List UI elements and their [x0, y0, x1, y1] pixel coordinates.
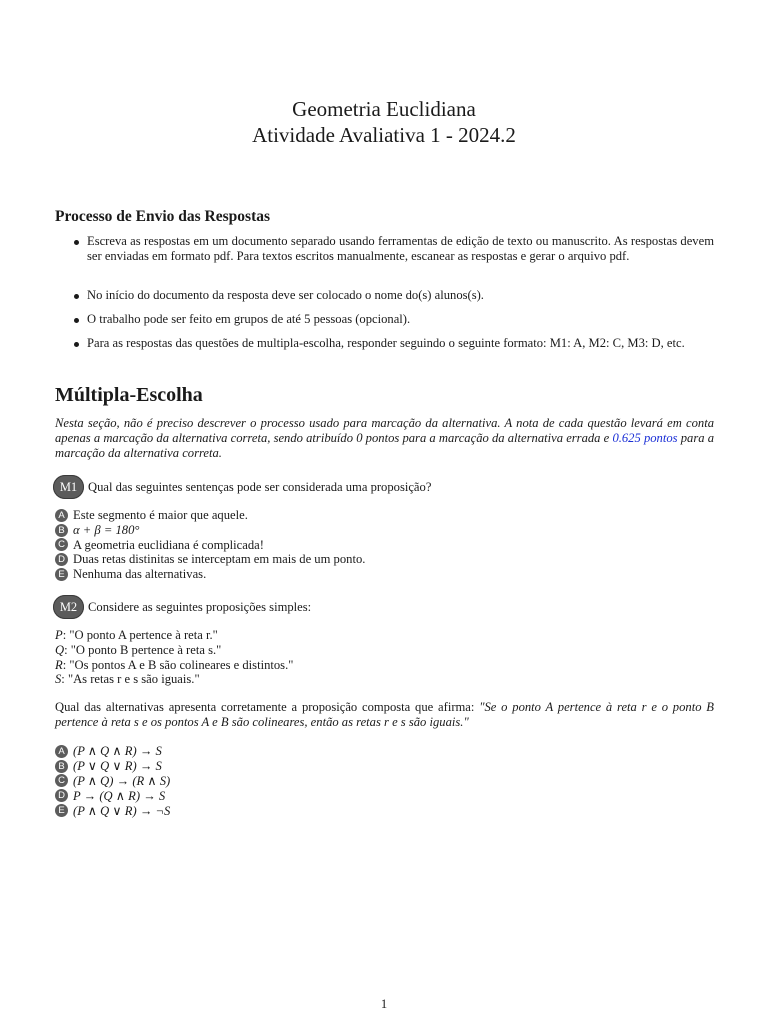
option-letter-badge: E: [55, 568, 68, 581]
propositions-list: [55, 628, 293, 687]
proposition-var: R: [55, 657, 63, 672]
intro-text-end: para a marcação da alternativa correta.: [55, 430, 714, 460]
options-m1: [55, 508, 365, 582]
proposition-text: : "Os pontos A e B são colineares e distintos.": [62, 657, 294, 672]
proposition-p: [55, 628, 293, 643]
proposition-var: S: [55, 672, 62, 687]
option-m1-e: [55, 567, 365, 582]
proposition-r: [55, 658, 293, 673]
option-letter-badge: B: [55, 524, 68, 537]
option-m2-e: [55, 803, 170, 818]
intro-text: Nesta seção, não é preciso descrever o processo usado para marcação da alternativa. A nota de cada questão levará em conta apenas a marcação da alternativa correta, sendo atribuído 0 pontos para a marcação da alternativa errada e: [55, 416, 714, 445]
option-m1-a: [55, 508, 365, 523]
option-text: (P ∧ Q ∧ R) → S: [73, 744, 162, 759]
question-badge-m1: M1: [53, 475, 84, 499]
bullet-icon: [74, 294, 79, 299]
option-m2-c: [55, 774, 170, 789]
section-intro: [55, 416, 714, 460]
option-m2-a: [55, 744, 170, 759]
option-text: Nenhuma das alternativas.: [73, 567, 207, 582]
option-letter-badge: C: [55, 774, 68, 787]
bullet-text: Para as respostas das questões de multipla-escolha, responder seguindo o seguinte formato: M1: A, M2: C, M3: D, etc.: [87, 336, 685, 350]
option-text: A geometria euclidiana é complicada!: [73, 537, 264, 552]
option-letter-badge: C: [55, 538, 68, 551]
proposition-var: P: [55, 628, 63, 642]
question-m1: [53, 474, 431, 500]
option-letter-badge: A: [55, 745, 68, 758]
bullet-text: Escreva as respostas em um documento separado usando ferramentas de edição de texto ou manuscrito. As respostas devem ser enviadas em formato pdf. Para textos escritos manualmente, escanear as respostas e gerar o arquivo pdf.: [87, 234, 714, 263]
question-text-m1: Qual das seguintes sentenças pode ser considerada uma proposição?: [88, 479, 432, 494]
option-m1-c: [55, 538, 365, 553]
proposition-text: : "O ponto A pertence à reta r.": [62, 628, 218, 642]
question-m2-prompt: [55, 700, 714, 730]
proposition-q: [55, 643, 293, 658]
option-letter-badge: B: [55, 760, 68, 773]
list-item: [55, 288, 715, 303]
document-title: Geometria Euclidiana: [292, 97, 476, 121]
option-text: Este segmento é maior que aquele.: [73, 507, 248, 522]
question-m2: [53, 594, 311, 620]
prompt-text: Qual das alternativas apresenta corretamente a proposição composta que afirma:: [55, 700, 480, 714]
bullet-text: No início do documento da resposta deve ser colocado o nome do(s) alunos(s).: [87, 288, 484, 302]
question-text-m2: Considere as seguintes proposições simples:: [88, 599, 312, 614]
option-text: P → (Q ∧ R) → S: [73, 788, 166, 803]
option-text: Duas retas distinitas se interceptam em mais de um ponto.: [73, 552, 366, 567]
option-letter-badge: E: [55, 804, 68, 817]
proposition-var: Q: [55, 642, 65, 657]
option-text: (P ∧ Q ∨ R) → ¬S: [73, 803, 171, 818]
option-m2-b: [55, 759, 170, 774]
option-text: α + β = 180°: [73, 522, 140, 537]
bullet-icon: [74, 342, 79, 347]
option-letter-badge: D: [55, 553, 68, 566]
option-text: (P ∧ Q) → (R ∧ S): [73, 774, 171, 788]
proposition-text: : "O ponto B pertence à reta s.": [64, 642, 222, 657]
points-value: 0.625 pontos: [612, 430, 678, 445]
proposition-text: : "As retas r e s são iguais.": [61, 672, 200, 687]
document-subtitle: Atividade Avaliativa 1 - 2024.2: [252, 123, 516, 147]
option-m1-b: [55, 523, 365, 538]
option-m2-d: [55, 788, 170, 803]
option-text: (P ∨ Q ∨ R) → S: [73, 759, 162, 774]
proposition-s: [55, 672, 293, 687]
prompt-quote: "Se o ponto A pertence à reta r e o ponto B pertence à reta s e os pontos A e B são colineares, então as retas r e s são iguais.": [55, 700, 714, 729]
option-letter-badge: A: [55, 509, 68, 522]
section-heading-multiple-choice: Múltipla-Escolha: [55, 384, 203, 406]
list-item: [55, 312, 715, 327]
options-m2: [55, 744, 170, 818]
bullet-icon: [74, 318, 79, 323]
list-item: [55, 336, 715, 351]
list-item: [55, 234, 715, 264]
option-letter-badge: D: [55, 789, 68, 802]
question-badge-m2: M2: [53, 595, 84, 619]
section-heading-submission: Processo de Envio das Respostas: [55, 208, 271, 225]
page-number: 1: [380, 997, 388, 1011]
bullet-text: O trabalho pode ser feito em grupos de até 5 pessoas (opcional).: [87, 312, 411, 326]
bullet-icon: [74, 240, 79, 245]
option-m1-d: [55, 552, 365, 567]
